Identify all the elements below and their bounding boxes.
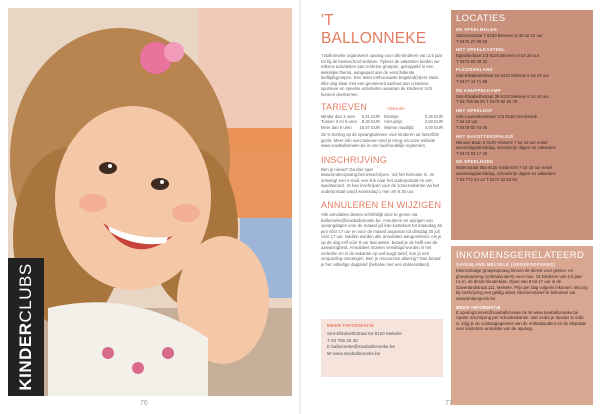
inkom-label: SAVENLAND MELSELE (GROEPSOPVANG): [456, 262, 556, 267]
tariff-value: 2,50 EUR: [424, 119, 443, 125]
location-label: PLEZIERELAND: [456, 67, 493, 73]
tarieven-subheading: Vakantie: [386, 106, 405, 111]
location-line: T 0473 55 17 40: [456, 150, 488, 156]
tariff-value: 0,35 EUR: [424, 114, 443, 119]
page-number-left: 76: [140, 400, 148, 407]
location-label: HET SPEELHOF: [456, 107, 493, 113]
location-line: Sint-Elisabethstraat 64 9120 Melsele 6 tot 19 uur: [456, 73, 549, 79]
page-number-right: 77: [445, 400, 453, 407]
location-label: HET RAVOTTERSPALEIS: [456, 133, 514, 139]
locaties-box: [451, 10, 593, 240]
tariff-label: Tussen 3 en 6 uren: [321, 119, 357, 125]
tariff-column-left: [321, 114, 380, 130]
inschrijving-text: Ben je nieuw? Ga dan naar www.kinderopvang.be/nl/inschrijven. Vul het formulier in. Je ontvangt een e-mail, een link naar het ouderportaal en een wachtwoord. Je kan inschrijven voor de zomervakantie via het ouderportaal vanaf woensdag 1 mei om 8.30 uur.: [321, 166, 439, 194]
location-line: T 0479 82 74 46: [456, 124, 488, 130]
location-line: Stationsstraat 7 9120 Beveren 6.30 tot 19 uur: [456, 33, 543, 38]
inkom-info: E opvangzonnen@sowballonneke.be W www.sowballonneke.be Aparte inschrijving per schoolvakantie. Van zodra je dossier in orde is, krijg je de contactgegevens van de onthaalouders en de afspraak over kosteloze annulatie van de opvang.: [456, 309, 586, 332]
location-line: Sint-Laurentiusstraat 17a 9130 Verrebroek: [456, 113, 537, 119]
inschrijving-heading: INSCHRIJVING: [321, 154, 387, 165]
tariff-row: [384, 125, 443, 130]
child-illustration: [8, 8, 292, 396]
tariff-label: Drankje:: [384, 114, 400, 119]
location-line: T 03 755 85 00 T 0479 92 36 79: [456, 99, 518, 105]
location-line: Eglantierlaan 1/3 9120 Beveren 6 tot 20 uur: [456, 53, 540, 59]
title-light: CLUBS: [16, 263, 35, 323]
intro-text: 't Ballonneke organiseert opvang voor alle kinderen van 2,5 jaar tot bij de basisschool verlaten. Tijdens de vakanties bieden we telkens activiteiten aan in kleine groepen, gekoppeld in een wekelijks thema, aangepast aan de verschillende leeftijdsgroepen. Een team enthousiaste begeleid(st)ers staat elke dag klaar met een gevarieerd aanbod aan creatieve, sportieve en speelse activiteiten waaraan de kinderen zich kunnen deelnemen.: [321, 53, 443, 97]
inkom-text: Kleinschalige groepsopvang binnen de dienst voor gezins- en groepsopvang (onthaalouders) voor max. 18 kinderen van 2,5 jaar t.e.m. de derde kleuterklas. Open van 8 tot 17 uur in de Gavertandstraat 111, Melsele. Prijs per dag volgens inkomen. Bezorg bij inschrijving een geldig attest inkomenstarief te bekomen via www.kindengezin.be.: [456, 268, 588, 301]
location-line: Molenstraat 66a 9130 Kieldrecht 7 tot 18 uur enkel: [456, 165, 553, 171]
location-line: T 0475 27 09 03: [456, 38, 488, 44]
tariff-label: Warme maaltijd:: [384, 124, 415, 130]
tariff-label: Vieruurtje:: [384, 119, 404, 125]
location-line: woensdagnamiddag, schoolvrije dagen en vakanties: [456, 170, 556, 176]
location-line: T 03 772 64 12 T 0472 22 53 54: [456, 176, 518, 182]
tariff-value: 4,00 EUR: [424, 124, 443, 130]
tariff-label: Minder dan 3 uren: [321, 114, 355, 119]
tariff-column-right: [384, 114, 443, 130]
tarieven-heading-row: [321, 102, 443, 112]
tarieven-note: 25 % korting op de opvangtarieven voor kinderen uit hetzelfde gezin. Meer info over tarieven vind je terug via onze website www.sowballonneke.be in ons huishoudelijk reglement.: [321, 132, 440, 149]
info-line: T 03 755 26 30: [327, 337, 358, 343]
info-line[interactable]: W www.sowballonneke.be: [327, 350, 381, 356]
inkomensgerelateerd-box: [451, 246, 593, 405]
annuleren-text: Alle annulaties dienen schriftelijk door te geven via ballonneke@sowballonneke.be. Annuleren en wijzigen van opvangdagen voor de maand juli kan kosteloos tot maandag 26 juni vóór 17 uur en voor de maand augustus tot dinsdag 25 juli vóór 17 uur. Nadien worden alle annulaties aangerekend. Als je op de dag zelf vóór 8 uur laat weten, betaal je de helft van de aanwezigheid. Annulaties moeten verwittigd worden in het verleden en in de vakantie op verhoogd tarief, kun je een vergoeding ontvangen. Ben je onvoorzien afwezig? Dan betaal je het volledige dagtarief (behalve met een doktersattest).: [321, 212, 442, 267]
info-box: [321, 319, 443, 377]
tariff-row: [321, 125, 380, 130]
location-line: Sint-Elisabethstraat 39 9120 Melsele 6 tot 19 uur: [456, 93, 549, 99]
location-label: DE SPEELMOLEN: [456, 27, 498, 32]
tariff-value: 16,57 EUR: [359, 124, 380, 130]
location-label: DE SPEELHOEK: [456, 159, 494, 165]
inkom-heading: INKOMENSGERELATEERD: [456, 250, 585, 261]
page-title: 'T BALLONNEKE: [321, 12, 427, 47]
annuleren-heading: ANNULEREN EN WIJZIGEN: [321, 200, 442, 211]
tariff-label: Meer dan 6 uren: [321, 124, 352, 130]
location-line: T 0473 93 09 32: [456, 58, 488, 64]
location-label: DE KNUPPELKAMP: [456, 87, 501, 93]
title-bold: KINDER: [16, 322, 35, 391]
info-line: Sint-Elisabethstraat 64 9120 Melsele: [327, 331, 402, 336]
tariff-value: 8,30 EUR: [361, 119, 380, 125]
main-column: [321, 12, 443, 267]
location-line: T 0477 44 71 98: [456, 78, 488, 84]
locations-list: [456, 27, 588, 182]
info-line[interactable]: E ballonneke@sowballonneke.be: [327, 344, 396, 350]
right-page: [301, 0, 600, 414]
tarieven-heading: TARIEVEN: [321, 102, 367, 112]
section-title-vertical: [8, 258, 44, 396]
tariff-table: [321, 114, 443, 130]
location-line: 7 tot 18 uur: [456, 119, 478, 125]
child-photo: [8, 8, 292, 396]
location-line: Nieuwe Baan 6 9120 Vrasene 7 tot 19 uur enkel: [456, 139, 548, 145]
tariff-value: 5,51 EUR: [361, 114, 380, 119]
inkom-sub-label: MEER INFORMATIE: [456, 304, 502, 310]
side-column: [451, 10, 593, 405]
location-line: woensdagnamiddag, schoolvrije dagen en vakanties: [456, 145, 556, 151]
info-label: MEER INFORMATIE: [327, 323, 375, 328]
locaties-heading: LOCATIES: [456, 13, 506, 24]
location-label: HET SPEELKASTEEL: [456, 47, 506, 53]
